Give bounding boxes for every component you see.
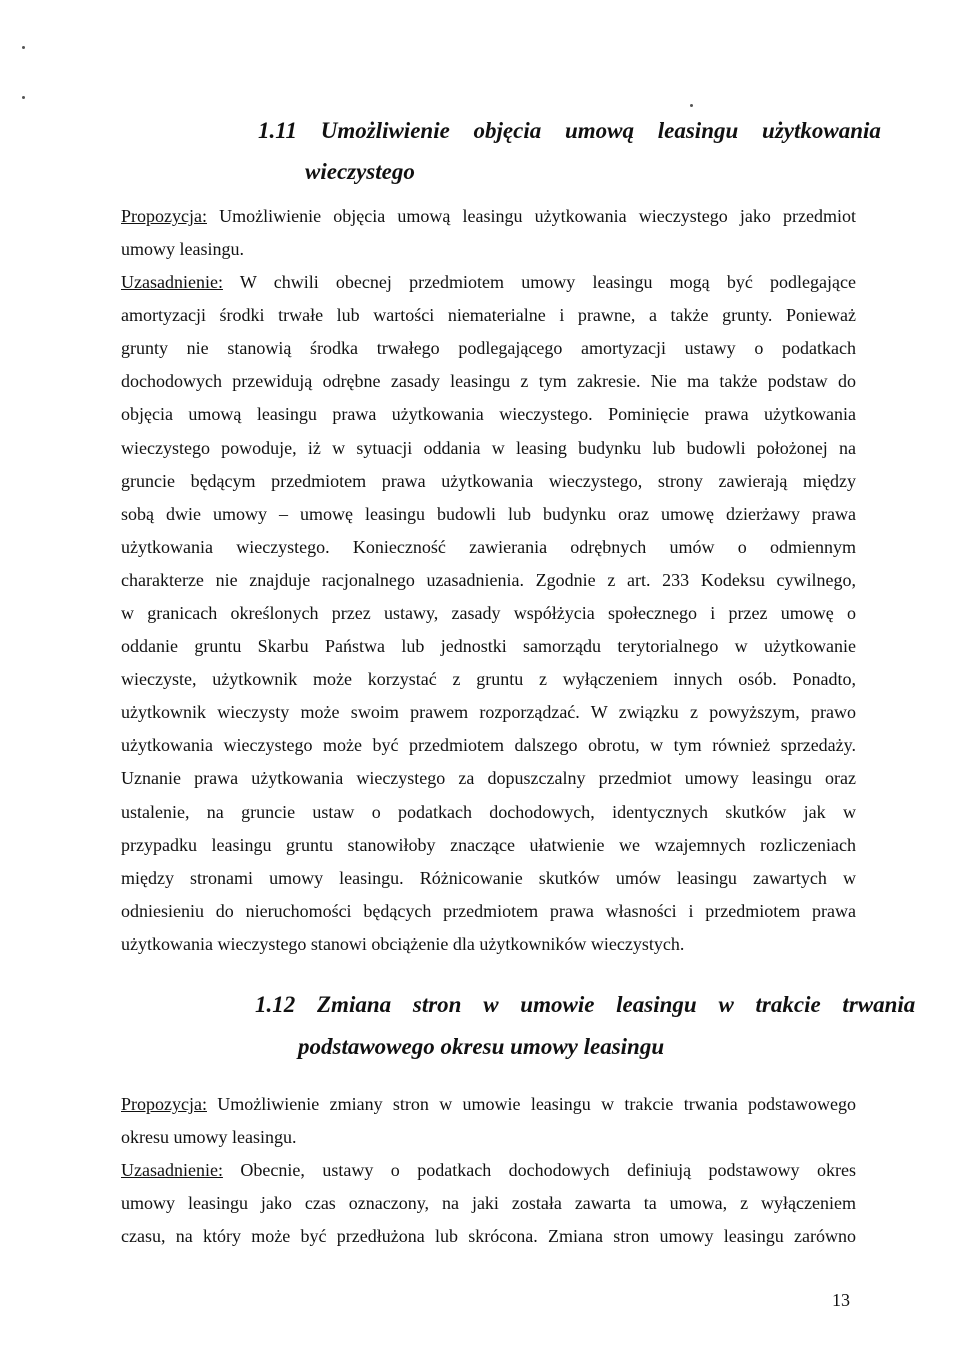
- body-line: gruncie będącym przedmiotem prawa użytkowania wieczystego, strony zawierają między: [121, 471, 856, 491]
- body-line: przypadku leasingu gruntu stanowiłoby znaczące ułatwienie we wzajemnych rozliczeniach: [121, 835, 856, 855]
- body-line: Uznanie prawa użytkowania wieczystego za dopuszczalny przedmiot umowy leasingu oraz: [121, 768, 856, 788]
- body-line: użytkowania wieczystego stanowi obciążenie dla użytkowników wieczystych.: [121, 934, 685, 954]
- justification-label: Uzasadnienie:: [121, 272, 223, 292]
- justification-paragraph-line: [121, 1158, 856, 1182]
- body-line: umowy leasingu jako czas oznaczony, na jaki została zawarta ta umowa, z wyłączeniem: [121, 1193, 856, 1213]
- body-line: wieczystego powoduje, iż w sytuacji oddania w leasing budynku lub budowli położonej na: [121, 438, 856, 458]
- justification-text: W chwili obecnej przedmiotem umowy leasingu mogą być podlegające: [222, 272, 856, 292]
- justification-text: Obecnie, ustawy o podatkach dochodowych definiują podstawowy okres: [222, 1160, 856, 1180]
- page-number: 13: [832, 1290, 850, 1310]
- proposal-paragraph-line: [121, 204, 856, 228]
- body-line: ustalenie, na gruncie ustaw o podatkach dochodowych, identycznych skutków jak w: [121, 802, 856, 822]
- section-heading-1-12: 1.12 Zmiana stron w umowie leasingu w trakcie trwania: [255, 992, 916, 1017]
- proposal-paragraph-line: umowy leasingu.: [121, 239, 244, 259]
- justification-label: Uzasadnienie:: [121, 1160, 223, 1180]
- justification-paragraph-line: [121, 270, 856, 294]
- proposal-text: Umożliwienie objęcia umową leasingu użytkowania wieczystego jako przedmiot: [206, 206, 856, 226]
- body-line: amortyzacji środki trwałe lub wartości niematerialne i prawne, a także grunty. Ponieważ: [121, 305, 856, 325]
- scan-speck: [22, 96, 25, 99]
- proposal-label: Propozycja:: [121, 1094, 207, 1114]
- body-line: użytkownik wieczysty może swoim prawem rozporządzać. W związku z powyższym, prawo: [121, 702, 856, 722]
- section-heading-1-12-cont: podstawowego okresu umowy leasingu: [298, 1034, 665, 1059]
- body-line: wieczyste, użytkownik może korzystać z gruntu z wyłączeniem innych osób. Ponadto,: [121, 669, 856, 689]
- section-heading-1-11-cont: wieczystego: [305, 159, 415, 184]
- section-heading-1-11: 1.11 Umożliwienie objęcia umową leasingu użytkowania: [258, 118, 881, 143]
- body-line: dochodowych przewidują odrębne zasady leasingu z tym zakresie. Nie ma także podstaw do: [121, 371, 856, 391]
- body-line: użytkowania wieczystego. Konieczność zawierania odrębnych umów o odmiennym: [121, 537, 856, 557]
- proposal-label: Propozycja:: [121, 206, 207, 226]
- body-line: odniesieniu do nieruchomości będących przedmiotem prawa własności i przedmiotem prawa: [121, 901, 856, 921]
- proposal-text: Umożliwienie zmiany stron w umowie leasingu w trakcie trwania podstawowego: [206, 1094, 856, 1114]
- body-line: oddanie gruntu Skarbu Państwa lub jednostki samorządu terytorialnego w użytkowanie: [121, 636, 856, 656]
- scan-speck: [22, 46, 25, 49]
- proposal-paragraph-line: [121, 1092, 856, 1116]
- scan-speck: [690, 104, 693, 107]
- body-line: grunty nie stanowią środka trwałego podlegającego amortyzacji ustawy o podatkach: [121, 338, 856, 358]
- body-line: użytkowania wieczystego może być przedmiotem dalszego obrotu, w tym również sprzedaży.: [121, 735, 856, 755]
- body-line: czasu, na który może być przedłużona lub skrócona. Zmiana stron umowy leasingu zarówno: [121, 1226, 856, 1246]
- proposal-paragraph-line: okresu umowy leasingu.: [121, 1127, 297, 1147]
- body-line: charakterze nie znajduje racjonalnego uzasadnienia. Zgodnie z art. 233 Kodeksu cywilnego,: [121, 570, 856, 590]
- body-line: sobą dwie umowy – umowę leasingu budowli lub budynku oraz umowę dzierżawy prawa: [121, 504, 856, 524]
- body-line: między stronami umowy leasingu. Różnicowanie skutków umów leasingu zawartych w: [121, 868, 856, 888]
- body-line: w granicach określonych przez ustawy, zasady współżycia społecznego i przez umowę o: [121, 603, 856, 623]
- body-line: objęcia umową leasingu prawa użytkowania wieczystego. Pominięcie prawa użytkowania: [121, 404, 856, 424]
